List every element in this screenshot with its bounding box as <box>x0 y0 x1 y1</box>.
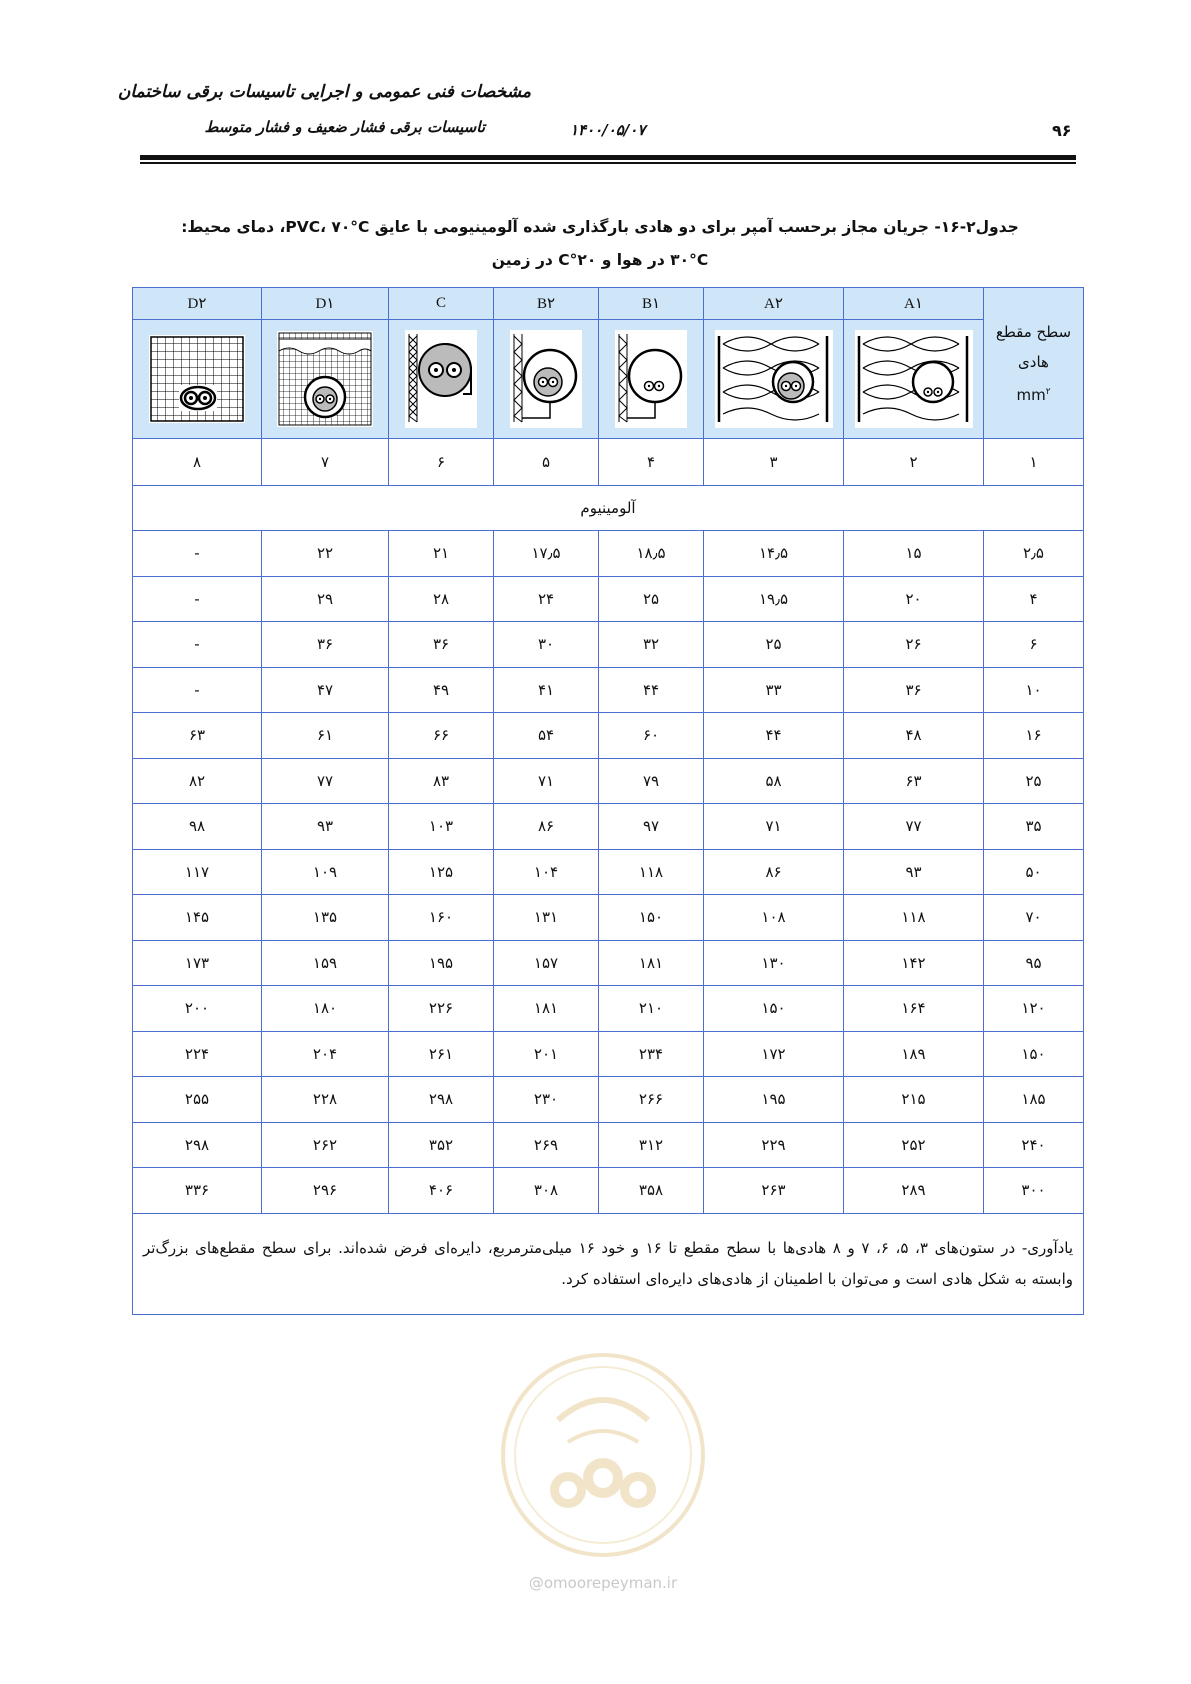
icon-cell-d2 <box>133 320 262 439</box>
ampacity-cell: - <box>133 531 262 577</box>
ampacity-cell: ۶۳ <box>844 758 984 804</box>
column-header-b1: B۱ <box>599 288 704 320</box>
icon-cell-b2 <box>494 320 599 439</box>
cross-section-cell: ۳۰۰ <box>984 1168 1084 1214</box>
ampacity-cell: ۱۳۵ <box>262 895 389 941</box>
ampacity-cell: ۱۱۷ <box>133 849 262 895</box>
column-index: ۳ <box>704 439 844 486</box>
installation-icon-row <box>133 320 1084 439</box>
direct-buried-cable-icon <box>149 335 245 423</box>
table-row <box>133 1077 1084 1123</box>
ampacity-cell: ۱۴۲ <box>844 940 984 986</box>
ampacity-cell: ۲۳۴ <box>599 1031 704 1077</box>
ampacity-cell: ۹۸ <box>133 804 262 850</box>
ampacity-cell: ۲۲۴ <box>133 1031 262 1077</box>
ampacity-cell: ۲۵۲ <box>844 1122 984 1168</box>
table-row <box>133 531 1084 577</box>
icon-cell-b1 <box>599 320 704 439</box>
column-header-d1: D۱ <box>262 288 389 320</box>
ampacity-cell: ۳۰ <box>494 622 599 668</box>
ampacity-cell: ۲۹ <box>262 576 389 622</box>
ampacity-cell: ۸۶ <box>704 849 844 895</box>
ampacity-cell: ۳۶ <box>389 622 494 668</box>
ampacity-cell: ۱۹۵ <box>389 940 494 986</box>
column-header-a2: A۲ <box>704 288 844 320</box>
ampacity-cell: ۱۸۱ <box>599 940 704 986</box>
cross-section-header <box>984 288 1084 439</box>
ampacity-cell: ۱۸۱ <box>494 986 599 1032</box>
ampacity-cell: ۱۹٫۵ <box>704 576 844 622</box>
ampacity-cell: ۷۷ <box>262 758 389 804</box>
section-row <box>133 486 1084 531</box>
table-row <box>133 895 1084 941</box>
ampacity-cell: ۸۲ <box>133 758 262 804</box>
ampacity-cell: ۲۳۰ <box>494 1077 599 1123</box>
ampacity-cell: ۱۹۵ <box>704 1077 844 1123</box>
ampacity-cell: ۲۱۵ <box>844 1077 984 1123</box>
ampacity-cell: ۱۴٫۵ <box>704 531 844 577</box>
cross-section-cell: ۵۰ <box>984 849 1084 895</box>
ampacity-cell: ۲۶۱ <box>389 1031 494 1077</box>
ampacity-cell: ۶۶ <box>389 713 494 759</box>
ampacity-cell: ۷۱ <box>704 804 844 850</box>
cross-section-cell: ۹۵ <box>984 940 1084 986</box>
ampacity-cell: ۵۸ <box>704 758 844 804</box>
ampacity-cell: ۳۰۸ <box>494 1168 599 1214</box>
column-header-c: C <box>389 288 494 320</box>
ampacity-cell: ۲۵۵ <box>133 1077 262 1123</box>
ampacity-cell: ۲۶ <box>844 622 984 668</box>
column-index: ۶ <box>389 439 494 486</box>
column-header-d2: D۲ <box>133 288 262 320</box>
ampacity-cell: ۲۰ <box>844 576 984 622</box>
ampacity-cell: ۳۶ <box>844 667 984 713</box>
ampacity-cell: ۶۰ <box>599 713 704 759</box>
column-header-a1: A۱ <box>844 288 984 320</box>
cross-section-cell: ۴ <box>984 576 1084 622</box>
ampacity-cell: ۱۰۹ <box>262 849 389 895</box>
ampacity-cell: ۴۸ <box>844 713 984 759</box>
ampacity-cell: ۱۵۷ <box>494 940 599 986</box>
ampacity-cell: - <box>133 622 262 668</box>
ampacity-cell: ۱۱۸ <box>844 895 984 941</box>
table-row <box>133 713 1084 759</box>
ampacity-cell: ۲۱ <box>389 531 494 577</box>
ampacity-cell: ۱۴۵ <box>133 895 262 941</box>
ampacity-cell: ۴۷ <box>262 667 389 713</box>
ampacity-cell: ۸۶ <box>494 804 599 850</box>
table-row <box>133 1122 1084 1168</box>
cross-section-cell: ۱۵۰ <box>984 1031 1084 1077</box>
table-row <box>133 576 1084 622</box>
ampacity-cell: ۲۰۰ <box>133 986 262 1032</box>
ampacity-cell: ۲۱۰ <box>599 986 704 1032</box>
cross-section-cell: ۱۲۰ <box>984 986 1084 1032</box>
cross-section-cell: ۲۴۰ <box>984 1122 1084 1168</box>
ampacity-cell: ۱۲۵ <box>389 849 494 895</box>
ampacity-cell: ۱۸۹ <box>844 1031 984 1077</box>
ampacity-cell: ۳۵۲ <box>389 1122 494 1168</box>
note-row <box>133 1213 1084 1314</box>
cross-section-cell: ۷۰ <box>984 895 1084 941</box>
cross-section-cell: ۲٫۵ <box>984 531 1084 577</box>
ampacity-cell: ۱۰۸ <box>704 895 844 941</box>
ampacity-cell: ۲۸ <box>389 576 494 622</box>
ampacity-cell: ۱۰۳ <box>389 804 494 850</box>
ampacity-cell: ۲۲ <box>262 531 389 577</box>
column-index: ۵ <box>494 439 599 486</box>
insulated-wall-conduit-icon <box>855 330 973 428</box>
header-rule-thin <box>140 162 1076 164</box>
table-row <box>133 622 1084 668</box>
column-index: ۸ <box>133 439 262 486</box>
unit-mm: mm <box>1016 385 1046 404</box>
ampacity-cell: ۲۹۸ <box>389 1077 494 1123</box>
ampacity-cell: ۲۶۳ <box>704 1168 844 1214</box>
ampacity-cell: ۱۶۰ <box>389 895 494 941</box>
table-data-body <box>133 531 1084 1214</box>
ampacity-cell: ۴۰۶ <box>389 1168 494 1214</box>
ampacity-cell: ۱۵۰ <box>704 986 844 1032</box>
column-header-row <box>133 288 1084 320</box>
document-title: مشخصات فنی عمومی و اجرایی تاسیسات برقی ساختمان <box>117 82 531 102</box>
icon-cell-a2 <box>704 320 844 439</box>
ampacity-cell: ۳۱۲ <box>599 1122 704 1168</box>
table-caption-continued: ۳۰°C در هوا و ۲۰°C در زمین <box>491 251 709 269</box>
ampacity-cell: ۹۳ <box>262 804 389 850</box>
ampacity-cell: ۲۲۹ <box>704 1122 844 1168</box>
insulated-wall-cable-icon <box>715 330 833 428</box>
cross-section-cell: ۶ <box>984 622 1084 668</box>
wall-clipped-cable-icon <box>405 330 477 428</box>
ampacity-cell: ۱۵۰ <box>599 895 704 941</box>
ampacity-cell: ۲۰۴ <box>262 1031 389 1077</box>
ampacity-cell: ۲۵ <box>704 622 844 668</box>
ampacity-cell: ۲۶۹ <box>494 1122 599 1168</box>
ampacity-cell: ۷۷ <box>844 804 984 850</box>
ampacity-cell: ۲۶۶ <box>599 1077 704 1123</box>
document-subtitle: تاسیسات برقی فشار ضعیف و فشار متوسط <box>204 118 485 136</box>
ampacity-cell: - <box>133 667 262 713</box>
ampacity-cell: ۴۴ <box>704 713 844 759</box>
table-row <box>133 758 1084 804</box>
header-rule-thick <box>140 155 1076 160</box>
icon-cell-d1 <box>262 320 389 439</box>
ampacity-cell: ۷۹ <box>599 758 704 804</box>
ampacity-cell: ۴۴ <box>599 667 704 713</box>
ampacity-cell: ۸۳ <box>389 758 494 804</box>
ampacity-cell: ۲۹۶ <box>262 1168 389 1214</box>
ampacity-cell: ۱۱۸ <box>599 849 704 895</box>
ampacity-cell: ۱۳۱ <box>494 895 599 941</box>
ampacity-cell: ۱۷۳ <box>133 940 262 986</box>
table-row <box>133 1031 1084 1077</box>
ampacity-cell: ۴۱ <box>494 667 599 713</box>
ampacity-cell: ۳۶ <box>262 622 389 668</box>
watermark-logo-icon <box>498 1350 708 1560</box>
ampacity-cell: ۶۳ <box>133 713 262 759</box>
ampacity-cell: ۲۲۶ <box>389 986 494 1032</box>
ground-duct-icon <box>277 331 373 427</box>
ampacity-cell: ۹۷ <box>599 804 704 850</box>
ampacity-cell: ۱۸۰ <box>262 986 389 1032</box>
cross-section-header-line2: هادی <box>1018 352 1049 371</box>
cross-section-cell: ۲۵ <box>984 758 1084 804</box>
ampacity-cell: ۳۵۸ <box>599 1168 704 1214</box>
cross-section-unit <box>984 377 1083 410</box>
ampacity-cell: ۱۶۴ <box>844 986 984 1032</box>
wall-cable-icon <box>510 330 582 428</box>
cross-section-cell: ۱۸۵ <box>984 1077 1084 1123</box>
table-row <box>133 849 1084 895</box>
column-index: ۷ <box>262 439 389 486</box>
ampacity-cell: ۲۶۲ <box>262 1122 389 1168</box>
ampacity-cell: ۶۱ <box>262 713 389 759</box>
column-index: ۴ <box>599 439 704 486</box>
ampacity-cell: ۵۴ <box>494 713 599 759</box>
watermark-site: @omoorepeyman.ir <box>528 1574 678 1592</box>
ampacity-cell: ۲۲۸ <box>262 1077 389 1123</box>
ampacity-cell: ۱۳۰ <box>704 940 844 986</box>
ampacity-cell: ۱۵۹ <box>262 940 389 986</box>
ampacity-table <box>132 287 1084 1315</box>
table-row <box>133 1168 1084 1214</box>
cross-section-cell: ۳۵ <box>984 804 1084 850</box>
ampacity-cell: ۷۱ <box>494 758 599 804</box>
ampacity-cell: ۹۳ <box>844 849 984 895</box>
ampacity-cell: ۲۴ <box>494 576 599 622</box>
unit-square: ۲ <box>1045 386 1051 397</box>
page-number: ۹۶ <box>1052 121 1072 140</box>
cross-section-cell: ۱۶ <box>984 713 1084 759</box>
wall-conduit-icon <box>615 330 687 428</box>
table-row <box>133 804 1084 850</box>
table-row <box>133 986 1084 1032</box>
ampacity-cell: ۱۷۲ <box>704 1031 844 1077</box>
column-index-row <box>133 439 1084 486</box>
document-date: ۱۴۰۰/۰۵/۰۷ <box>570 121 646 139</box>
ampacity-cell: ۳۳۶ <box>133 1168 262 1214</box>
ampacity-cell: - <box>133 576 262 622</box>
ampacity-cell: ۲۹۸ <box>133 1122 262 1168</box>
table-note: یادآوری- در ستون‌های ۳، ۵، ۶، ۷ و ۸ هادی‌ها با سطح مقطع تا ۱۶ و خود ۱۶ میلی‌مترمربع، دایره‌ای فرض شده‌اند. برای سطح مقطع‌های بزرگ‌تر وابسته به شکل هادی است و می‌توان با اطمینان از هادی‌های دایره‌ای استفاده کرد. <box>133 1213 1084 1314</box>
ampacity-cell: ۲۸۹ <box>844 1168 984 1214</box>
ampacity-cell: ۳۳ <box>704 667 844 713</box>
section-label-aluminium: آلومینیوم <box>133 486 1084 531</box>
table-row <box>133 940 1084 986</box>
cross-section-cell: ۱۰ <box>984 667 1084 713</box>
column-index: ۱ <box>984 439 1084 486</box>
ampacity-cell: ۱۷٫۵ <box>494 531 599 577</box>
ampacity-cell: ۱۵ <box>844 531 984 577</box>
ampacity-cell: ۴۹ <box>389 667 494 713</box>
ampacity-cell: ۲۰۱ <box>494 1031 599 1077</box>
ampacity-cell: ۱۰۴ <box>494 849 599 895</box>
icon-cell-a1 <box>844 320 984 439</box>
ampacity-cell: ۲۵ <box>599 576 704 622</box>
cross-section-header-line1: سطح مقطع <box>995 322 1072 341</box>
icon-cell-c <box>389 320 494 439</box>
ampacity-cell: ۱۸٫۵ <box>599 531 704 577</box>
table-row <box>133 667 1084 713</box>
column-index: ۲ <box>844 439 984 486</box>
ampacity-cell: ۳۲ <box>599 622 704 668</box>
column-header-b2: B۲ <box>494 288 599 320</box>
table-caption: جدول۲-۱۶- جریان مجاز برحسب آمپر برای دو هادی بارگذاری شده آلومینیومی با عایق PVC، ۷۰°C، دمای محیط: <box>181 218 1019 236</box>
